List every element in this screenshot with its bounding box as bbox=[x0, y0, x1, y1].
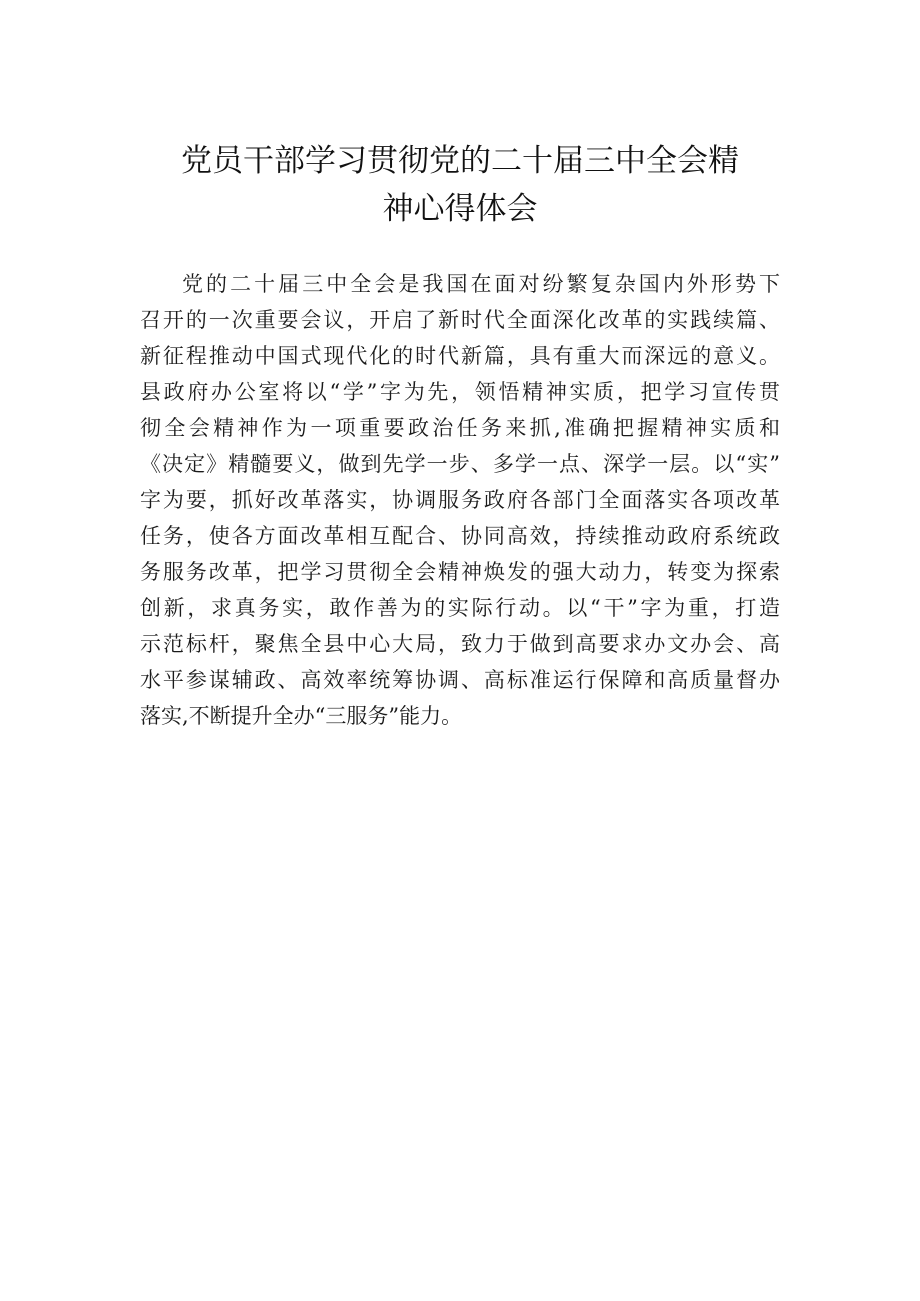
paragraph-line: 任务，使各方面改革相互配合、协同高效，持续推动政府系统政 bbox=[140, 524, 780, 548]
paragraph-line: 新征程推动中国式现代化的时代新篇，具有重大而深远的意义。 bbox=[140, 344, 780, 368]
paragraph-line: 创新，求真务实，敢作善为的实际行动。以“干”字为重，打造 bbox=[140, 596, 780, 620]
paragraph-line: 召开的一次重要会议，开启了新时代全面深化改革的实践续篇、 bbox=[140, 308, 780, 332]
title-line: 党员干部学习贯彻党的二十届三中全会精 bbox=[181, 143, 739, 179]
paragraph-line: 务服务改革，把学习贯彻全会精神焕发的强大动力，转变为探索 bbox=[140, 560, 780, 584]
body-paragraph bbox=[140, 266, 780, 734]
paragraph-line: 彻全会精神作为一项重要政治任务来抓,准确把握精神实质和 bbox=[140, 416, 780, 440]
paragraph-line: 落实,不断提升全办“三服务”能力。 bbox=[140, 704, 463, 728]
paragraph-line: 党的二十届三中全会是我国在面对纷繁复杂国内外形势下 bbox=[182, 272, 780, 296]
paragraph-line: 水平参谋辅政、高效率统筹协调、高标准运行保障和高质量督办 bbox=[140, 668, 780, 692]
title-line: 神心得体会 bbox=[382, 191, 538, 227]
paragraph-line: 县政府办公室将以“学”字为先，领悟精神实质，把学习宣传贯 bbox=[140, 380, 780, 404]
document-title bbox=[140, 137, 780, 233]
paragraph-line: 字为要，抓好改革落实，协调服务政府各部门全面落实各项改革 bbox=[140, 488, 780, 512]
paragraph-line: 示范标杆，聚焦全县中心大局，致力于做到高要求办文办会、高 bbox=[140, 632, 780, 656]
paragraph-line: 《决定》精髓要义，做到先学一步、多学一点、深学一层。以“实” bbox=[140, 452, 780, 476]
